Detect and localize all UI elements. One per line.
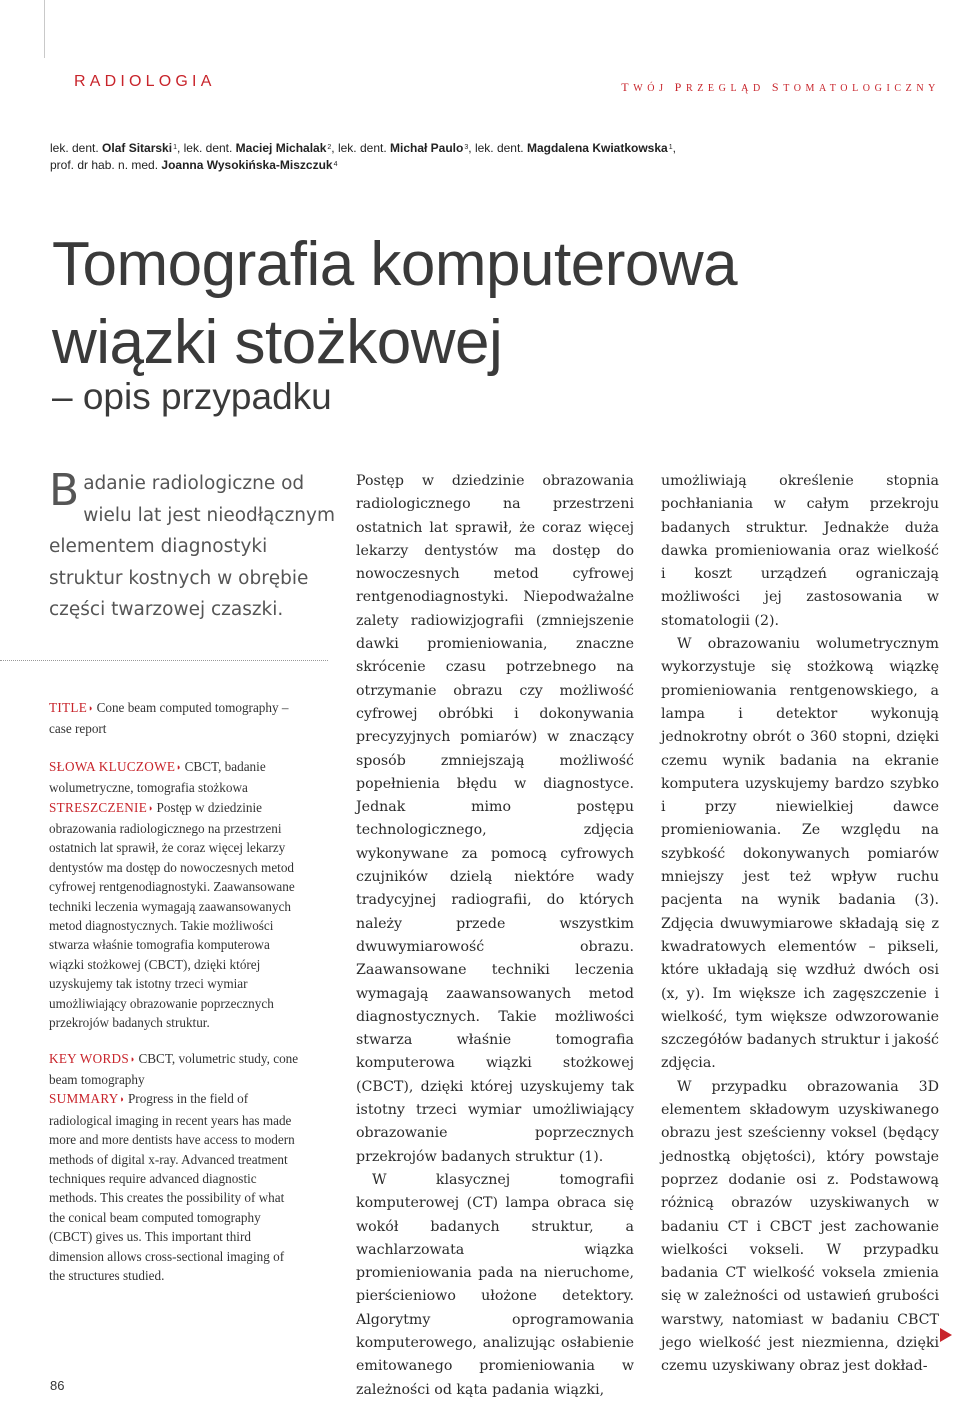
article-subtitle: – opis przypadku [52, 376, 332, 417]
body-column-2 [356, 470, 634, 1402]
triangle-marker-icon: ◗ [119, 1094, 125, 1105]
author-affiliation: 1 [173, 144, 177, 151]
author-name: Maciej Michalak [235, 141, 327, 155]
journal-cap: P [674, 80, 686, 94]
drop-cap: B [49, 465, 80, 516]
author-separator: , [176, 141, 184, 155]
author-name: Olaf Sitarski [102, 141, 173, 155]
author-prefix: prof. dr hab. n. med. [50, 158, 162, 172]
triangle-marker-icon: ◗ [88, 703, 94, 713]
en-keywords-label: KEY WORDS [49, 1050, 129, 1066]
author-affiliation: 2 [327, 144, 332, 151]
title-line-1: Tomografia komputerowa [52, 230, 738, 299]
author-name: Joanna Wysokińska-Miszczuk [161, 158, 333, 172]
pl-summary-text: Postęp w dziedzinie obrazowania radiologicznego na przestrzeni ostatnich lat sprawił, że coraz więcej lekarzy dentystów ma dostęp do nowoczesnych metod cyfrowej rentgenodiagnostyki. Zaawansowane techniki leczenia wymagają zaawansowanych metod diagnostycznych. Takie możliwości stwarza właśnie tomografia komputerowa wiązki stożkowej (CBCT), dzięki której uzyskujemy tak istotny trzeci wymiar umożliwiający obrazowanie poprzecznych przekrojów badanych struktur. [49, 799, 295, 1031]
en-keywords [49, 1049, 299, 1090]
header-rule [44, 0, 45, 58]
spacer [49, 739, 299, 757]
author-affiliation: 1 [668, 144, 673, 151]
author-prefix: lek. dent. [337, 141, 390, 155]
author-prefix: lek. dent. [474, 141, 527, 155]
author-name: Magdalena Kwiatkowska [526, 141, 668, 155]
en-keywords-text: CBCT, volumetric study, cone beam tomography [49, 1050, 299, 1087]
author-affiliation: 4 [333, 161, 338, 168]
author-separator: , [672, 141, 676, 155]
journal-cap: T [621, 80, 634, 94]
lead-paragraph [49, 465, 339, 626]
journal-cap: S [771, 80, 784, 94]
lead-text: adanie radiologiczne od wielu lat jest nieodłącznym elementem diagnostyki struktur kostnych w obrębie części twarzowej czaszki. [49, 473, 335, 620]
body-paragraph: Postęp w dziedzinie obrazowania radiologicznego na przestrzeni ostatnich lat sprawił, że coraz więcej lekarzy dentystów ma dostęp do nowoczesnych metod cyfrowej rentgenodiagnostyki. Niepodważalne zalety radiowizjografii (zmniejszenie dawki promieniowania, znaczne skrócenie czasu potrzebnego na otrzymanie obrazu czy możliwość cyfrowej obróbki i dokonywania precyzyjnych pomiarów) w znaczący sposób zmniejszają możliwość popełnienia błędu w diagnostyce. Jednak mimo postępu technologicznego, zdjęcia wykonywane za pomocą cyfrowych czujników dzielą niektóre wady tradycyjnej radiografii, do których należy przede wszystkim dwuwymiarowość obrazu. Zaawansowane techniki leczenia wymagają zaawansowanych metod diagnostycznych. Takie możliwości stwarza właśnie tomografia komputerowa wiązki stożkowej (CBCT), dzięki której uzyskujemy tak istotny trzeci wymiar umożliwiający obrazowanie poprzecznych przekrojów badanych struktur (1). [356, 473, 634, 1165]
page-number: 86 [50, 1378, 65, 1393]
triangle-marker-icon: ◗ [148, 802, 154, 813]
abstract-block [49, 698, 299, 1285]
journal-name [621, 80, 940, 95]
title-label: TITLE [49, 700, 88, 715]
journal-word: RZEGLĄD [685, 83, 772, 94]
dotted-divider [0, 660, 328, 661]
pl-keywords-label: SŁOWA KLUCZOWE [49, 758, 176, 774]
author-name: Michał Paulo [390, 141, 464, 155]
triangle-marker-icon: ◗ [130, 1053, 136, 1064]
article-title [52, 226, 737, 382]
pl-summary-label: STRESZCZENIE [49, 799, 148, 815]
en-summary [49, 1089, 299, 1285]
triangle-marker-icon: ◗ [176, 761, 182, 772]
continue-arrow-icon [940, 1328, 952, 1342]
title-entry [49, 698, 299, 739]
body-paragraph: W obrazowaniu wolumetrycznym wykorzystuje się stożkową wiązkę promieniowania rentgenowskiego, a lampa i detektor wykonują jednokrotny obrót o 360 stopni, dzięki czemu wynik badania na ekranie komputera uzyskujemy bardzo szybko i przy niewielkiej dawce promieniowania. Ze względu na szybkość dokonywanych pomiarów mniejszy jest też wpływ ruchu pacjenta na wynik badania (3). Zdjęcia dwuwymiarowe składają się z kwadratowych elementów – pikseli, które układają się wzdłuż dwóch osi (x, y). Im większe ich zagęszczenie i wielkość, tym większe odwzorowanie szczegółów badanych struktur i jakość zdjęcia. [661, 636, 939, 1072]
body-column-3 [661, 470, 939, 1379]
body-paragraph: umożliwiają określenie stopnia pochłaniania w całym przekroju badanych struktur. Jednakże duża dawka promieniowania oraz wielkość i koszt urządzeń ograniczają możliwości jej zastosowania w stomatologii (2). [661, 473, 939, 629]
author-separator: , [468, 141, 475, 155]
spacer [49, 1033, 299, 1049]
title-text: Cone beam computed tomography – case report [49, 700, 289, 737]
pl-summary [49, 798, 299, 1033]
journal-word: WÓJ [633, 83, 675, 94]
author-affiliation: 3 [464, 144, 469, 151]
author-prefix: lek. dent. [50, 141, 103, 155]
pl-keywords-text: CBCT, badanie wolumetryczne, tomografia stożkowa [49, 758, 266, 796]
pl-keywords [49, 757, 299, 798]
body-paragraph: W klasycznej tomografii komputerowej (CT) lampa obraca się wokół badanych struktur, a wachlarzowata wiązka promieniowania pada na nieruchome, pierścieniowo ułożone detektory. Algorytmy oprogramowania komputerowego, analizując osłabienie emitowanego promieniowania w zależności od kąta padania wiązki, [356, 1171, 634, 1398]
title-line-2: wiązki stożkowej [52, 308, 503, 377]
en-summary-text: Progress in the field of radiological imaging in recent years has made more and more dentists have access to modern methods of digital x-ray. Advanced treatment techniques require advanced diagnostic methods. This creates the possibility of what the conical beam computed tomography (CBCT) gives us. This important third dimension allows cross-sectional imaging of the structures studied. [49, 1091, 295, 1283]
author-prefix: lek. dent. [183, 141, 236, 155]
journal-word: TOMATOLOGICZNY [783, 83, 940, 94]
author-list [50, 140, 910, 174]
body-paragraph: W przypadku obrazowania 3D elementem składowym uzyskiwanego obrazu jest sześcienny voksel (będący jednostką objętości), który powstaje poprzez dodanie osi z. Podstawową różnicą obrazów uzyskiwanych w badaniu CT i CBCT jest zachowanie wielkości vokseli. W przypadku badania CT wielkość voksela zmienia się w zależności od ustawień grubości warstwy, natomiast w badaniu CBCT jego wielkość jest niezmienna, dzięki czemu uzyskiwany obraz jest dokład- [661, 1078, 939, 1375]
section-label: RADIOLOGIA [74, 73, 216, 90]
author-separator: , [331, 141, 338, 155]
en-summary-label: SUMMARY [49, 1091, 119, 1107]
